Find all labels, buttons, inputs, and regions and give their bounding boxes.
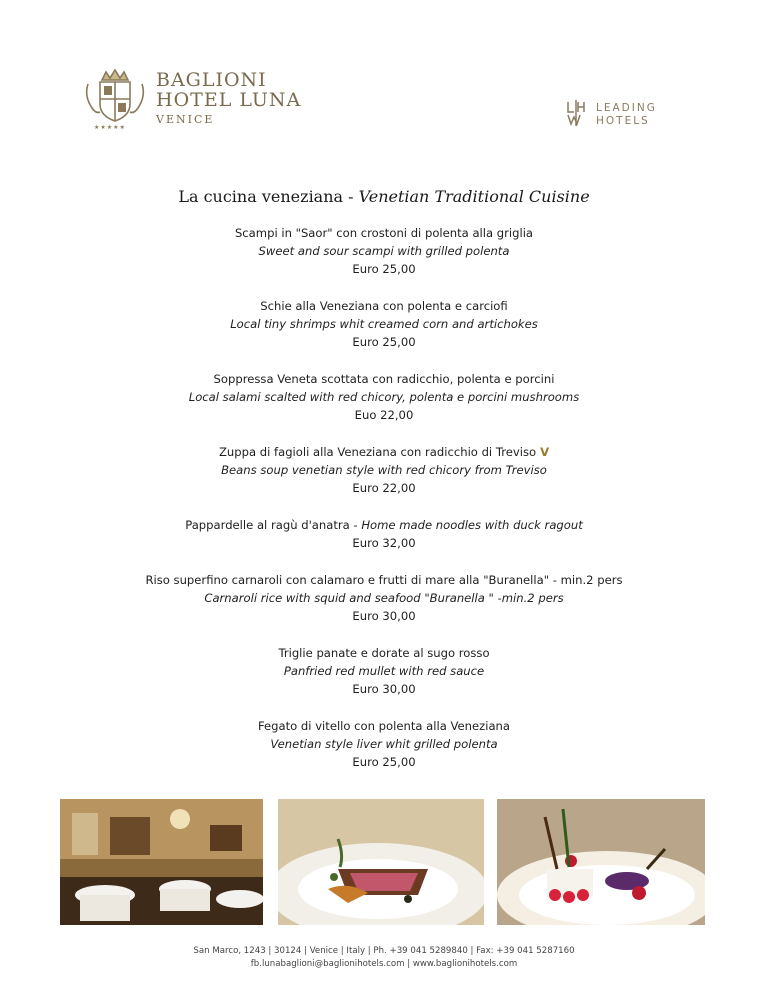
dish-item (0, 224, 768, 278)
dish-english: Venetian style liver whit grilled polenta (270, 737, 498, 751)
meat-dish-photo (278, 799, 484, 925)
dish-english-inline: Home made noodles with duck ragout (361, 518, 583, 532)
dessert-photo (497, 799, 705, 925)
dish-item (0, 571, 768, 625)
dish-english: Beans soup venetian style with red chicory from Treviso (221, 463, 547, 477)
hotel-stars: ★★★★★ (94, 124, 126, 131)
menu-title (0, 187, 768, 206)
dish-english: Local tiny shrimps whit creamed corn and artichokes (230, 317, 538, 331)
menu-title-italian: La cucina veneziana - (178, 187, 359, 206)
footer-address: San Marco, 1243 | 30124 | Venice | Italy | Ph. +39 041 5289840 | Fax: +39 041 5287160 (193, 946, 575, 956)
lhw-line1: LEADING (596, 102, 657, 114)
dish-italian: Fegato di vitello con polenta alla Veneziana (257, 719, 511, 733)
lhw-line2: HOTELS (596, 115, 650, 127)
dining-room-photo (60, 799, 263, 925)
dish-italian (0, 516, 768, 534)
dish-english: Sweet and sour scampi with grilled polenta (258, 244, 510, 258)
dish-price: Euro 25,00 (352, 335, 416, 349)
lhw-mark-icon (566, 100, 588, 126)
dish-italian-text: Pappardelle al ragù d'anatra - (185, 518, 362, 532)
dish-price: Euro 32,00 (352, 536, 416, 550)
dish-item (0, 443, 768, 497)
dish-italian: Riso superfino carnaroli con calamaro e frutti di mare alla "Buranella" - min.2 pers (145, 573, 623, 587)
dish-item (0, 717, 768, 771)
dish-price: Euro 30,00 (352, 609, 416, 623)
menu-title-english: Venetian Traditional Cuisine (358, 187, 590, 206)
dish-italian-text: Zuppa di fagioli alla Veneziana con radicchio di Treviso (218, 445, 537, 459)
leading-hotels-logo (566, 100, 676, 128)
crest-icon (82, 66, 148, 130)
dish-english: Carnaroli rice with squid and seafood "Buranella " -min.2 pers (204, 591, 564, 605)
dish-item (0, 297, 768, 351)
baglioni-hotel-logo (82, 66, 322, 130)
hotel-name-line2: HOTEL LUNA (156, 89, 302, 111)
dish-italian: Schie alla Veneziana con polenta e carciofi (260, 299, 508, 313)
vegetarian-marker: V (540, 445, 550, 459)
dish-english: Local salami scalted with red chicory, polenta e porcini mushrooms (188, 390, 580, 404)
dish-price: Euro 25,00 (352, 755, 416, 769)
dish-italian: Soppressa Veneta scottata con radicchio, polenta e porcini (213, 372, 555, 386)
dish-italian: Scampi in "Saor" con crostoni di polenta alla griglia (234, 226, 534, 240)
hotel-city: VENICE (156, 113, 215, 126)
dish-item (0, 516, 768, 552)
lhw-text (596, 102, 657, 128)
dish-price: Euo 22,00 (354, 408, 414, 422)
hotel-name (156, 70, 301, 128)
dish-italian: Triglie panate e dorate al sugo rosso (278, 646, 490, 660)
dish-italian (0, 443, 768, 461)
dish-price: Euro 30,00 (352, 682, 416, 696)
footer-email-web: fb.lunabaglioni@baglionihotels.com | www.baglionihotels.com (250, 959, 518, 969)
dish-price: Euro 22,00 (352, 481, 416, 495)
dish-item (0, 644, 768, 698)
dish-english: Panfried red mullet with red sauce (283, 664, 485, 678)
footer-contact (0, 945, 768, 971)
dish-price: Euro 25,00 (352, 262, 416, 276)
dish-list (0, 224, 768, 771)
dish-item (0, 370, 768, 424)
hotel-name-line1: BAGLIONI (156, 69, 267, 91)
